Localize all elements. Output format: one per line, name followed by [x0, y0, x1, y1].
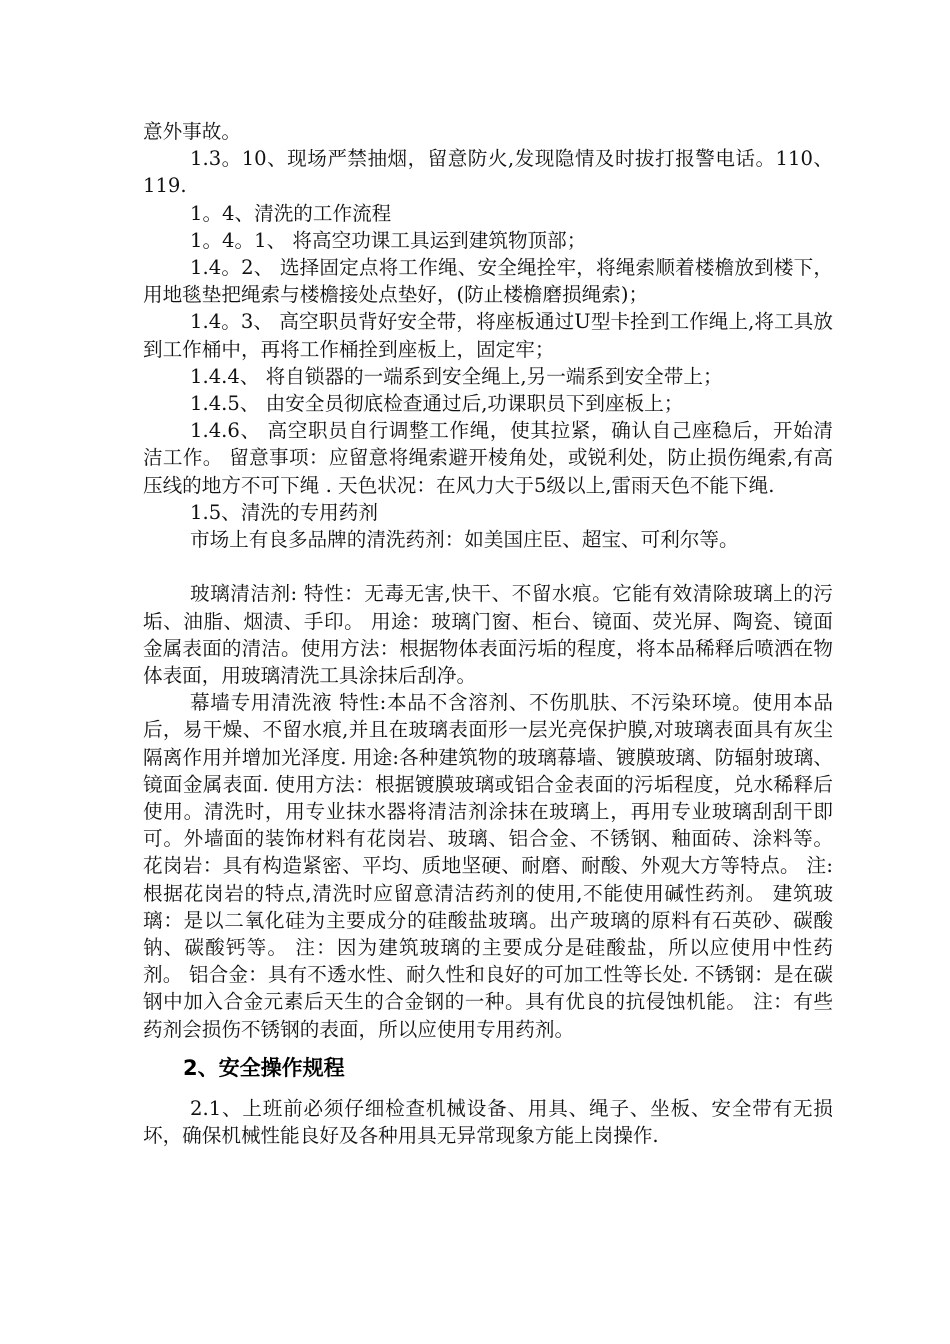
paragraph-1-4-1: 1。4。1、 将高空功课工具运到建筑物顶部；	[190, 228, 587, 252]
paragraph-glass-cleaner: 玻璃清洁剂: 特性：无毒无害,快干、不留水痕。它能有效清除玻璃上的污垢、油脂、烟渍、手印。 用途：玻璃门窗、柜台、镜面、荧光屏、陶瓷、镜面金属表面的清洁。使用方法：根据物体表面污垢的程度，将本品稀释后喷洒在物体表面，用玻璃清洗工具涂抹后刮净。	[143, 582, 833, 688]
paragraph-1-4-6: 1.4.6、 高空职员自行调整工作绳，使其拉紧，确认自己座稳后，开始清洁工作。 留意事项：应留意将绳索避开棱角处，或锐利处，防止损伤绳索,有高压线的地方不可下绳 . 天色状况：在风力大于5级以上,雷雨天色不能下绳.	[143, 419, 833, 497]
section-2-heading: 2、安全操作规程	[183, 1055, 345, 1080]
paragraph-1-4-4: 1.4.4、 将自锁器的一端系到安全绳上,另一端系到安全带上；	[190, 364, 723, 388]
heading-1-5: 1.5、清洗的专用药剂	[190, 500, 378, 524]
spacer	[143, 1043, 833, 1047]
paragraph-curtain-wall-cleaner: 幕墙专用清洗液 特性:本品不含溶剂、不伤肌肤、不污染环境。使用本品后，易干燥、不留水痕,并且在玻璃表面形一层光亮保护膜,对玻璃表面具有灰尘隔离作用并增加光泽度. 用途:各种建筑物的玻璃幕墙、镀膜玻璃、防辐射玻璃、镜面金属表面. 使用方法：根据镀膜玻璃或铝合金表面的污垢程度，兑水稀释后使用。清洗时，用专业抹水器将清洁剂涂抹在玻璃上，再用专业玻璃刮刮干即可。外墙面的装饰材料有花岗岩、玻璃、铝合金、不锈钢、釉面砖、涂料等。 花岗岩：具有构造紧密、平均、质地坚硬、耐磨、耐酸、外观大方等特点。 注:根据花岗岩的特点,清洗时应留意清洁药剂的使用,不能使用碱性药剂。 建筑玻璃：是以二氧化硅为主要成分的硅酸盐玻璃。出产玻璃的原料有石英砂、碳酸钠、碳酸钙等。 注：因为建筑玻璃的主要成分是硅酸盐，所以应使用中性药剂。 铝合金：具有不透水性、耐久性和良好的可加工性等长处. 不锈钢：是在碳钢中加入合金元素后天生的合金钢的一种。具有优良的抗侵蚀机能。 注：有些药剂会损伤不锈钢的表面，所以应使用专用药剂。	[143, 691, 833, 1041]
paragraph-accident: 意外事故。	[143, 120, 241, 143]
paragraph-2-1: 2.1、上班前必须仔细检查机械设备、用具、绳子、坐板、安全带有无损坏，确保机械性能良好及各种用具无异常现象方能上岗操作.	[143, 1096, 833, 1148]
paragraph-1-4-2: 1.4。2、 选择固定点将工作绳、安全绳拴牢，将绳索顺着楼檐放到楼下，用地毯垫把绳索与楼檐接处点垫好，(防止楼檐磨损绳索)；	[143, 256, 833, 307]
paragraph-1-4-3: 1.4。3、 高空职员背好安全带，将座板通过U型卡拴到工作绳上,将工具放到工作桶中，再将工作桶拴到座板上，固定牢；	[143, 310, 833, 361]
paragraph-1-3-10: 1.3。10、现场严禁抽烟，留意防火,发现隐情及时拔打报警电话。110、119.	[143, 147, 833, 198]
paragraph-brands: 市场上有良多品牌的清洗药剂：如美国庄臣、超宝、可利尔等。	[190, 528, 739, 552]
heading-1-4: 1。4、清洗的工作流程	[190, 201, 392, 225]
blank-line	[143, 553, 833, 580]
document-page	[143, 118, 833, 1149]
paragraph-1-4-5: 1.4.5、 由安全员彻底检查通过后,功课职员下到座板上；	[190, 392, 684, 416]
